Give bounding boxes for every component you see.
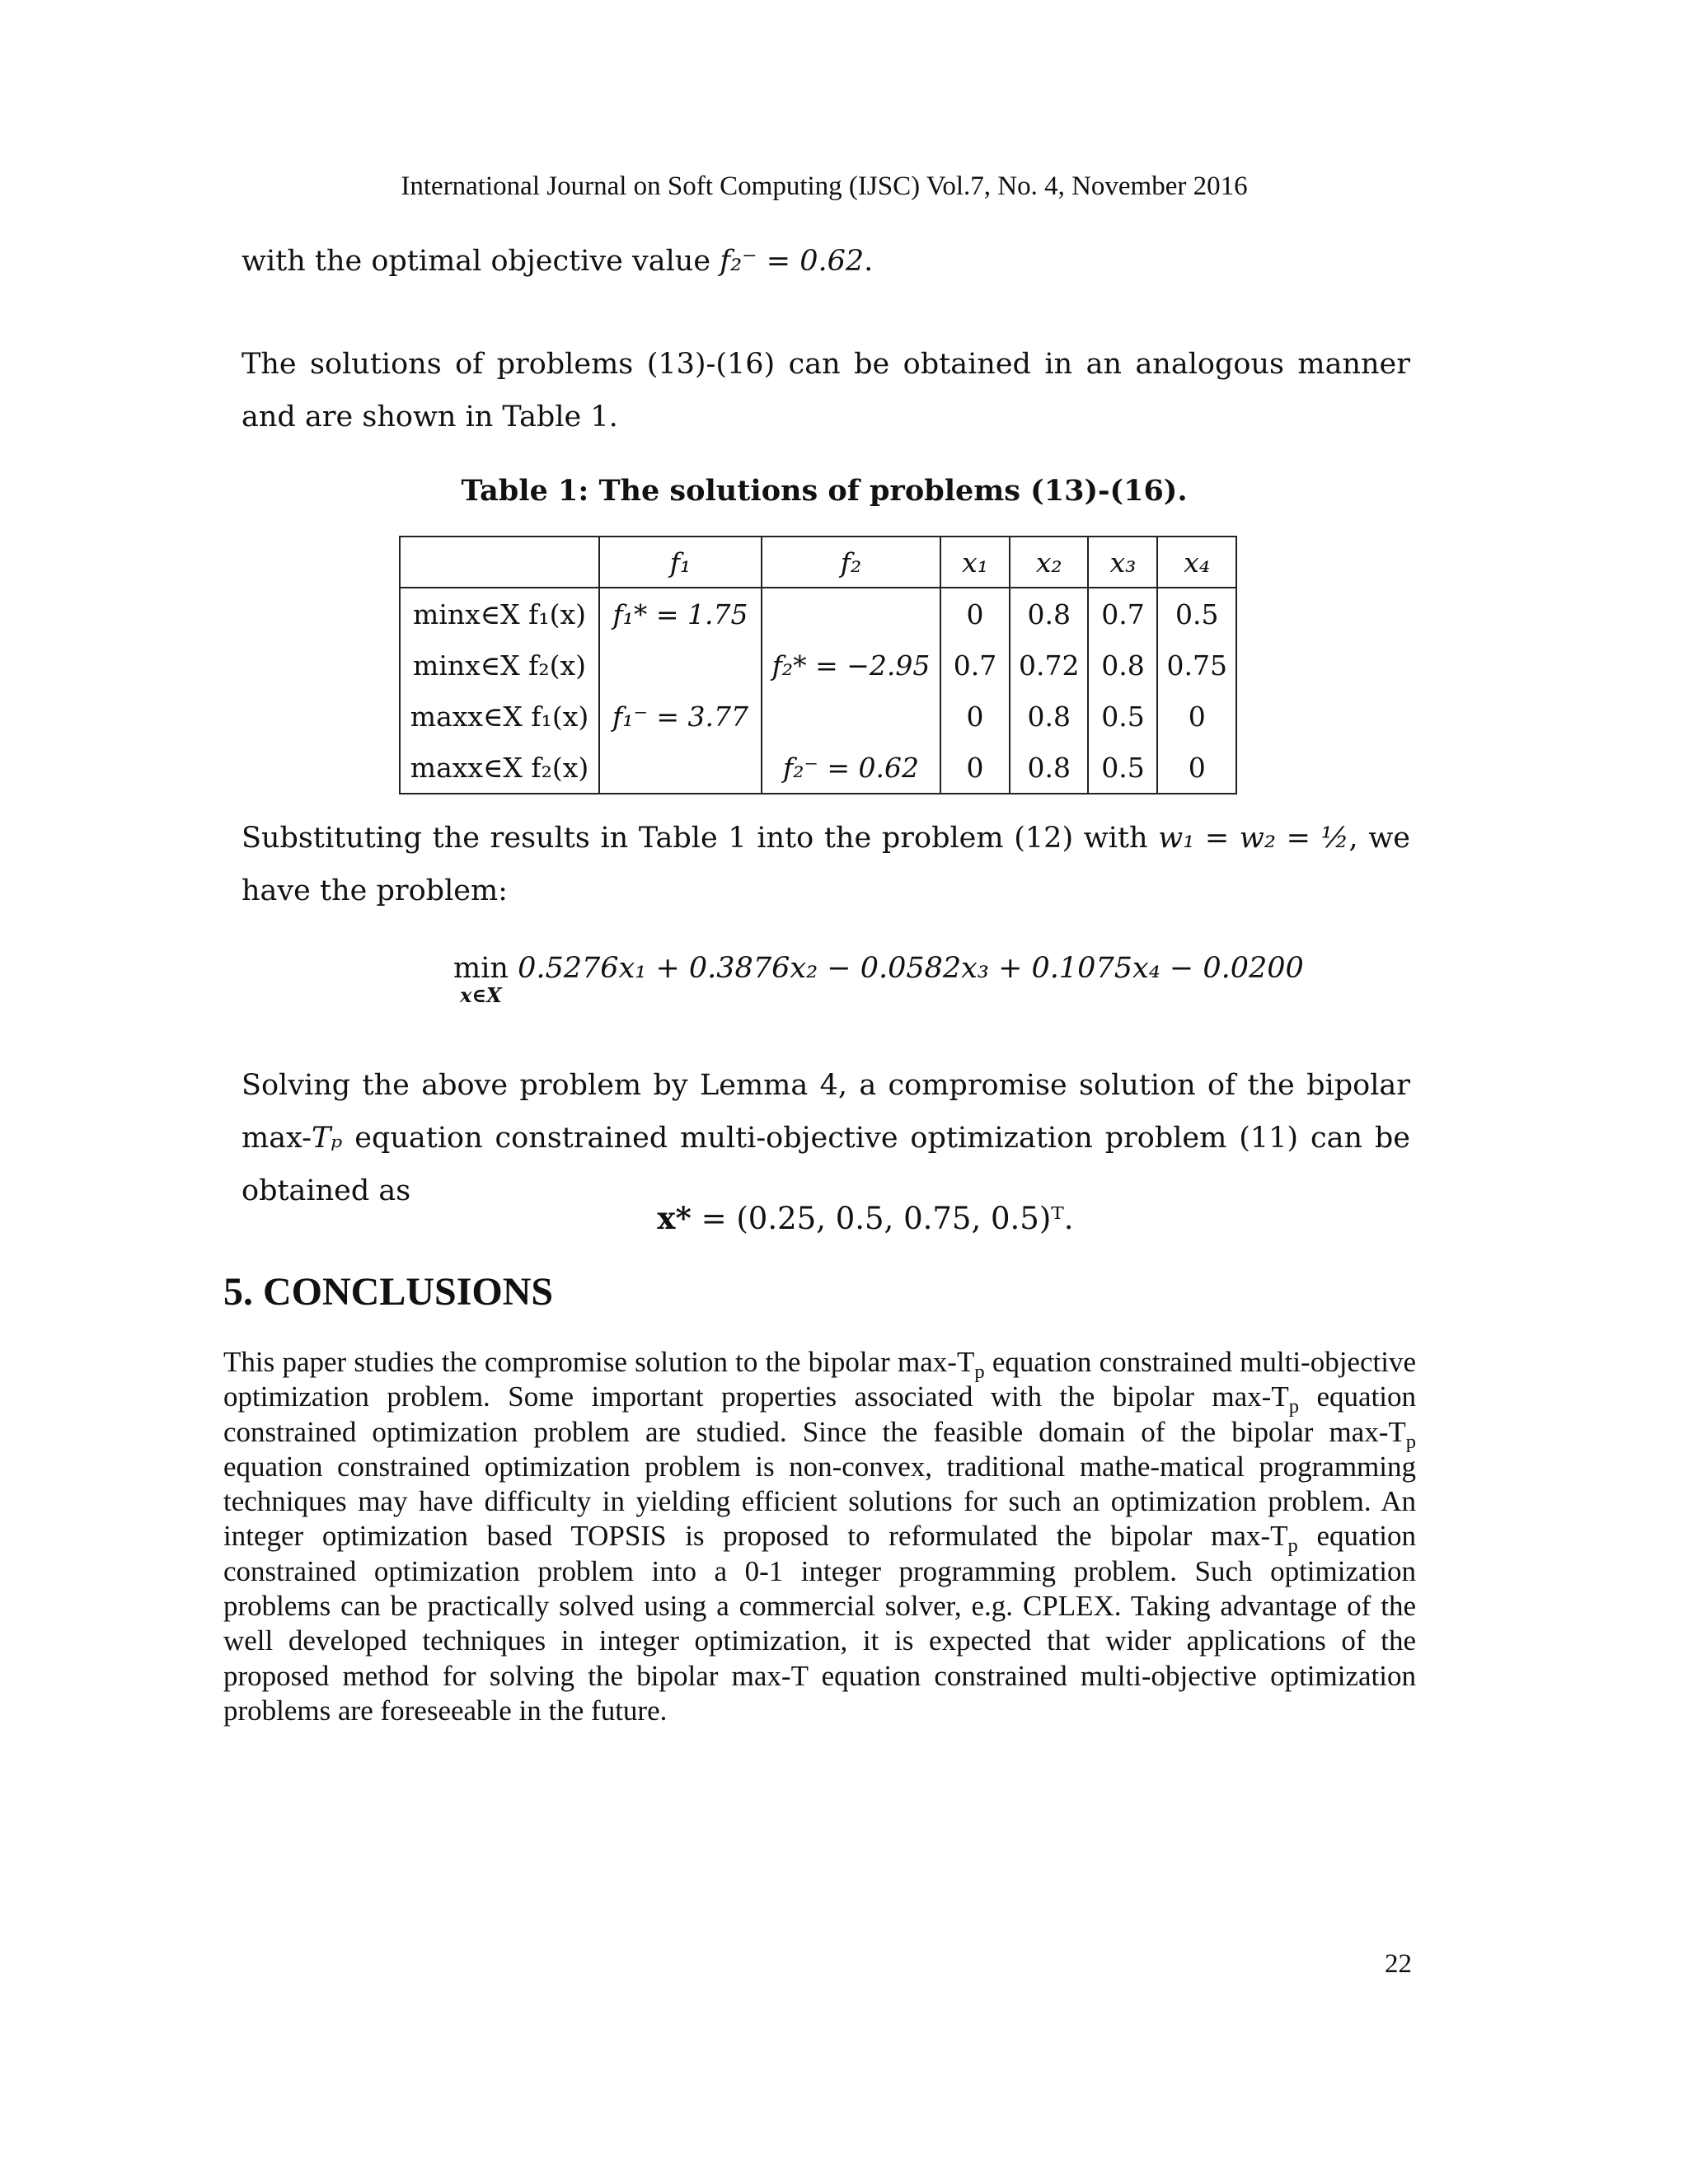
operator-subscript: x∈X xyxy=(460,983,502,1007)
x2-cell: 0.8 xyxy=(1010,742,1088,794)
table-header-cell: f₂ xyxy=(762,537,940,588)
table-row xyxy=(400,742,1236,794)
section-title: CONCLUSIONS xyxy=(263,1270,554,1314)
f1-cell: f₁* = 1.75 xyxy=(599,588,762,640)
row-label: minx∈X f₂(x) xyxy=(400,640,599,691)
solution-vector xyxy=(0,1200,1688,1236)
table-caption: Table 1: The solutions of problems (13)-(16). xyxy=(461,474,1188,508)
table-row xyxy=(400,691,1236,742)
table-header-cell: x₁ xyxy=(940,537,1010,588)
operator-label: min xyxy=(453,952,509,985)
table-header-cell: x₄ xyxy=(1157,537,1236,588)
solutions-table xyxy=(399,536,1237,794)
paragraph-text: equation constrained multi-objective optimization problem. Some important properties associated with the bipolar max-T xyxy=(223,1346,1416,1413)
table-row xyxy=(400,588,1236,640)
page-number: 22 xyxy=(1385,1949,1412,1979)
objective-equation xyxy=(453,952,1304,1006)
x4-cell: 0.75 xyxy=(1157,640,1236,691)
paragraph-text: This paper studies the compromise solution to the bipolar max-T xyxy=(223,1346,975,1378)
x1-cell: 0 xyxy=(940,691,1010,742)
paragraph-text: . xyxy=(864,245,874,278)
x4-cell: 0 xyxy=(1157,691,1236,742)
section-heading xyxy=(223,1269,553,1315)
f2-cell xyxy=(762,691,940,742)
f1-cell xyxy=(599,742,762,794)
paragraph-text: , we have the problem: xyxy=(241,822,1410,907)
section-number: 5. xyxy=(223,1270,253,1314)
f1-cell: f₁⁻ = 3.77 xyxy=(599,691,762,742)
subscript-p: p xyxy=(1288,1395,1299,1418)
paragraph-text: with the optimal objective value xyxy=(241,245,711,278)
paragraph-text: equation constrained optimization problem is non-convex, traditional mathe-matical programming techniques may have difficulty in yielding efficient solutions for such an optimization problem. An integer optimization based TOPSIS is proposed to reformulated the bipolar max-T xyxy=(223,1450,1416,1553)
paragraph-text: Solving the above problem by Lemma 4, a compromise solution of the bipolar max- xyxy=(241,1069,1410,1155)
inline-math: w₁ = w₂ = ½ xyxy=(1158,822,1349,855)
f2-cell: f₂* = −2.95 xyxy=(762,640,940,691)
x2-cell: 0.72 xyxy=(1010,640,1088,691)
paragraph-solutions: The solutions of problems (13)-(16) can be obtained in an analogous manner and are shown in Table 1. xyxy=(241,348,1410,434)
f1-cell xyxy=(599,640,762,691)
x4-cell: 0.5 xyxy=(1157,588,1236,640)
row-label: maxx∈X f₁(x) xyxy=(400,691,599,742)
inline-math: f₂⁻ = 0.62 xyxy=(720,245,865,278)
paragraph-solving xyxy=(241,1059,1410,1217)
row-label: minx∈X f₁(x) xyxy=(400,588,599,640)
table-header-cell: x₂ xyxy=(1010,537,1088,588)
x1-cell: 0.7 xyxy=(940,640,1010,691)
objective-expression: 0.5276x₁ + 0.3876x₂ − 0.0582x₃ + 0.1075x₄ − 0.0200 xyxy=(518,952,1304,985)
f2-cell xyxy=(762,588,940,640)
paragraph-text: equation constrained multi-objective optimization problem (11) can be obtained as xyxy=(241,1122,1410,1207)
running-header: International Journal on Soft Computing (IJSC) Vol.7, No. 4, November 2016 xyxy=(401,171,1248,201)
x3-cell: 0.5 xyxy=(1088,691,1157,742)
inline-math: Tₚ xyxy=(312,1122,343,1155)
paragraph-optimal-value xyxy=(241,235,1410,288)
paragraph-substituting xyxy=(241,812,1410,917)
table-row xyxy=(400,640,1236,691)
table-header-cell: f₁ xyxy=(599,537,762,588)
min-operator xyxy=(453,952,509,1006)
paragraph-text: Substituting the results in Table 1 into the problem (12) with xyxy=(241,822,1148,855)
row-label: maxx∈X f₂(x) xyxy=(400,742,599,794)
paragraph-text: equation constrained optimization problem into a 0-1 integer programming problem. Such optimization problems can be practically solved using a commercial solver, e.g. CPLEX. Taking advantage of the well developed techniques in integer optimization, it is expected that wider applications of the proposed method for solving the bipolar max-T equation constrained multi-objective optimization problems are foreseeable in the future. xyxy=(223,1520,1416,1727)
table-header-row xyxy=(400,537,1236,588)
subscript-p: p xyxy=(1287,1535,1298,1558)
solution-variable: x* xyxy=(657,1200,692,1236)
subscript-p: p xyxy=(1405,1430,1416,1453)
table-header-cell: x₃ xyxy=(1088,537,1157,588)
x2-cell: 0.8 xyxy=(1010,691,1088,742)
f2-cell: f₂⁻ = 0.62 xyxy=(762,742,940,794)
x1-cell: 0 xyxy=(940,588,1010,640)
conclusion-paragraph xyxy=(223,1345,1416,1728)
solution-value: = (0.25, 0.5, 0.75, 0.5)ᵀ. xyxy=(701,1201,1074,1236)
paragraph-text: equation constrained optimization problem are studied. Since the feasible domain of the bipolar max-T xyxy=(223,1380,1416,1448)
table-header-cell xyxy=(400,537,599,588)
x3-cell: 0.7 xyxy=(1088,588,1157,640)
x4-cell: 0 xyxy=(1157,742,1236,794)
subscript-p: p xyxy=(974,1361,985,1383)
x3-cell: 0.8 xyxy=(1088,640,1157,691)
x2-cell: 0.8 xyxy=(1010,588,1088,640)
x3-cell: 0.5 xyxy=(1088,742,1157,794)
x1-cell: 0 xyxy=(940,742,1010,794)
